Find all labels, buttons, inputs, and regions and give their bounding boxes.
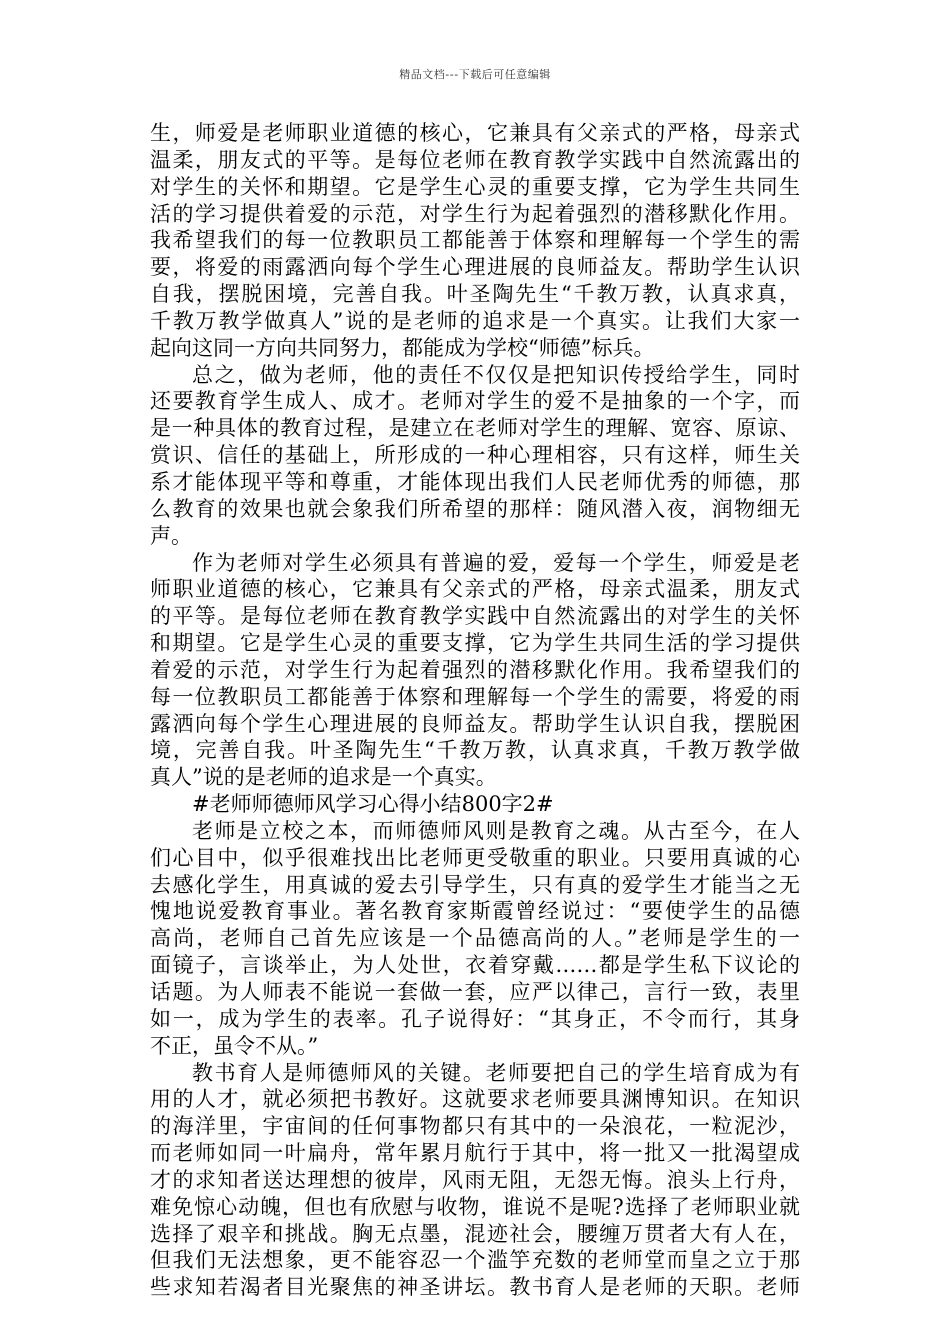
text-line: 高尚，老师自己首先应该是一个品德高尚的人。”老师是学生的一 xyxy=(150,926,800,951)
text-line: 温柔，朋友式的平等。是每位老师在教育教学实践中自然流露出的 xyxy=(150,147,800,172)
text-line: 才的求知者送达理想的彼岸，风雨无阻，无怨无悔。浪头上行舟， xyxy=(150,1167,800,1192)
text-line: 活的学习提供着爱的示范，对学生行为起着强烈的潜移默化作用。 xyxy=(150,201,800,226)
text-line: 愧地说爱教育事业。著名教育家斯霞曾经说过：“要使学生的品德 xyxy=(150,899,800,924)
text-line: 真人”说的是老师的追求是一个真实。 xyxy=(150,765,497,790)
text-line: 么教育的效果也就会象我们所希望的那样：随风潜入夜，润物细无 xyxy=(150,496,800,521)
text-line: 教书育人是师德师风的关键。老师要把自己的学生培育成为有 xyxy=(192,1060,800,1085)
document-body xyxy=(150,120,800,1301)
text-line: 着爱的示范，对学生行为起着强烈的潜移默化作用。我希望我们的 xyxy=(150,657,800,682)
text-line: 师职业道德的核心，它兼具有父亲式的严格，母亲式温柔，朋友式 xyxy=(150,577,800,602)
text-line: #老师师德师风学习心得小结800字2# xyxy=(192,792,554,817)
text-line: 难免惊心动魄，但也有欣慰与收物，谁说不是呢?选择了老师职业就 xyxy=(150,1194,800,1219)
text-line: 老师是立校之本，而师德师风则是教育之魂。从古至今，在人 xyxy=(192,818,800,843)
text-line: 些求知若渴者目光聚焦的神圣讲坛。教书育人是老师的天职。老师 xyxy=(150,1275,800,1300)
text-line: 们心目中，似乎很难找出比老师更受敬重的职业。只要用真诚的心 xyxy=(150,845,800,870)
text-line: 露洒向每个学生心理进展的良师益友。帮助学生认识自我，摆脱困 xyxy=(150,711,800,736)
text-line: 但我们无法想象，更不能容忍一个滥竽充数的老师堂而皇之立于那 xyxy=(150,1248,800,1273)
text-line: 如一，成为学生的表率。孔子说得好：“其身正，不令而行，其身 xyxy=(150,1006,800,1031)
text-line: 声。 xyxy=(150,523,192,548)
text-line: 和期望。它是学生心灵的重要支撑，它为学生共同生活的学习提供 xyxy=(150,631,800,656)
text-line: 总之，做为老师，他的责任不仅仅是把知识传授给学生，同时 xyxy=(192,362,800,387)
page-header: 精品文档---下载后可任意编辑 xyxy=(399,68,551,81)
text-line: 赏识、信任的基础上，所形成的一种心理相容，只有这样，师生关 xyxy=(150,443,800,468)
text-line: 对学生的关怀和期望。它是学生心灵的重要支撑，它为学生共同生 xyxy=(150,174,800,199)
text-line: 去感化学生，用真诚的爱去引导学生，只有真的爱学生才能当之无 xyxy=(150,872,800,897)
text-line: 的海洋里，宇宙间的任何事物都只有其中的一朵浪花，一粒泥沙， xyxy=(150,1114,800,1139)
text-line: 还要教育学生成人、成才。老师对学生的爱不是抽象的一个字，而 xyxy=(150,389,800,414)
text-line: 我希望我们的每一位教职员工都能善于体察和理解每一个学生的需 xyxy=(150,228,800,253)
text-line: 系才能体现平等和尊重，才能体现出我们人民老师优秀的师德，那 xyxy=(150,469,800,494)
text-line: 话题。为人师表不能说一套做一套，应严以律己，言行一致，表里 xyxy=(150,980,800,1004)
text-line: 每一位教职员工都能善于体察和理解每一个学生的需要，将爱的雨 xyxy=(150,684,800,709)
text-line: 自我，摆脱困境，完善自我。叶圣陶先生“千教万教，认真求真， xyxy=(150,282,800,307)
text-line: 的平等。是每位老师在教育教学实践中自然流露出的对学生的关怀 xyxy=(150,604,800,629)
text-line: 要，将爱的雨露洒向每个学生心理进展的良师益友。帮助学生认识 xyxy=(150,255,800,280)
text-line: 是一种具体的教育过程，是建立在老师对学生的理解、宽容、原谅、 xyxy=(150,416,800,441)
text-line: 千教万教学做真人”说的是老师的追求是一个真实。让我们大家一 xyxy=(150,308,800,333)
text-line: 用的人才，就必须把书教好。这就要求老师要具渊博知识。在知识 xyxy=(150,1087,800,1112)
text-line: 起向这同一方向共同努力，都能成为学校“师德”标兵。 xyxy=(150,335,655,360)
text-line: 选择了艰辛和挑战。胸无点墨，混迹社会，腰缠万贯者大有人在， xyxy=(150,1221,800,1246)
text-line: 面镜子，言谈举止，为人处世，衣着穿戴……都是学生私下议论的 xyxy=(150,953,800,978)
text-line: 作为老师对学生必须具有普遍的爱，爱每一个学生，师爱是老 xyxy=(192,550,800,575)
text-line: 不正，虽令不从。” xyxy=(150,1033,319,1058)
text-line: 生，师爱是老师职业道德的核心，它兼具有父亲式的严格，母亲式 xyxy=(150,121,800,145)
text-line: 境，完善自我。叶圣陶先生“千教万教，认真求真，千教万教学做 xyxy=(150,738,800,763)
text-line: 而老师如同一叶扁舟，常年累月航行于其中，将一批又一批渴望成 xyxy=(150,1141,800,1166)
